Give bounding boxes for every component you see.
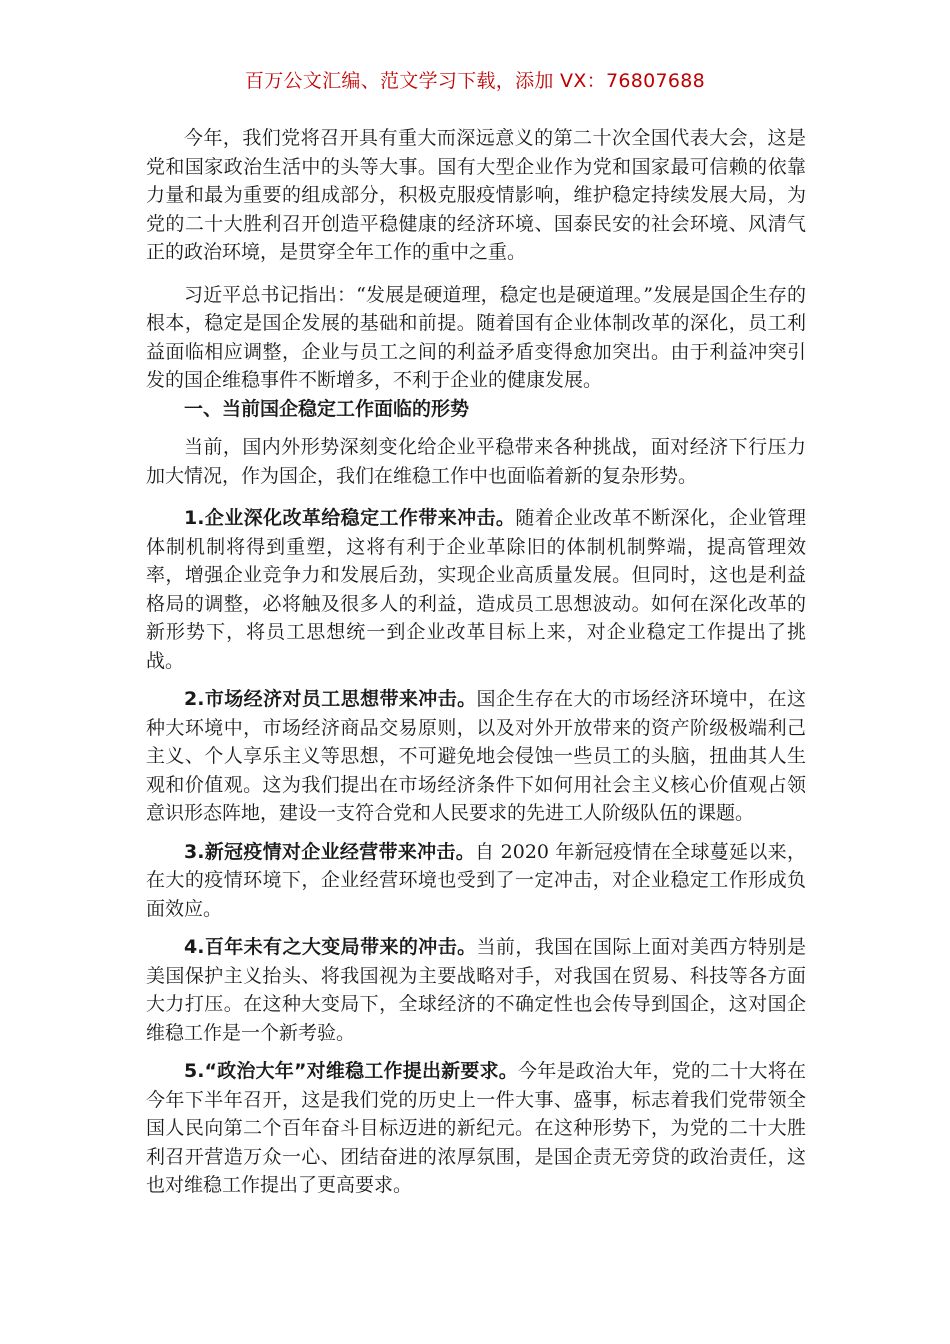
list-item-body: 当前，我国在国际上面对美西方特别是美国保护主义抬头、将我国视为主要战略对手，对我国在贸易、科技等各方面大力打压。在这种大变局下，全球经济的不确定性也会传导到国企，这对国企维稳工作是一个新考验。 <box>146 936 806 1044</box>
list-item-4 <box>146 933 806 1047</box>
paragraph-intro: 今年，我们党将召开具有重大而深远意义的第二十次全国代表大会，这是党和国家政治生活中的头等大事。国有大型企业作为党和国家最可信赖的依靠力量和最为重要的组成部分，积极克服疫情影响，维护稳定持续发展大局，为党的二十大胜利召开创造平稳健康的经济环境、国泰民安的社会环境、风清气正的政治环境，是贯穿全年工作的重中之重。 <box>146 127 806 263</box>
document-body <box>146 124 806 1200</box>
page-header-watermark: 百万公文汇编、范文学习下载，添加 VX：76807688 <box>244 70 706 92</box>
list-item-5 <box>146 1057 806 1200</box>
list-item-body: 国企生存在大的市场经济环境中，在这种大环境中，市场经济商品交易原则，以及对外开放带来的资产阶级极端利己主义、个人享乐主义等思想，不可避免地会侵蚀一些员工的头脑，扭曲其人生观和价值观。这为我们提出在市场经济条件下如何用社会主义核心价值观占领意识形态阵地，建设一支符合党和人民要求的先进工人阶级队伍的课题。 <box>146 688 806 824</box>
list-item-lead: 4.百年未有之大变局带来的冲击。 <box>184 936 477 958</box>
list-item-lead: 2.市场经济对员工思想带来冲击。 <box>184 688 477 710</box>
list-item-body: 今年是政治大年，党的二十大将在今年下半年召开，这是我们党的历史上一件大事、盛事，标志着我们党带领全国人民向第二个百年奋斗目标迈进的新纪元。在这种形势下，为党的二十大胜利召开营造万众一心、团结奋进的浓厚氛围，是国企责无旁贷的政治责任，这也对维稳工作提出了更高要求。 <box>146 1060 806 1196</box>
paragraph-quote: 习近平总书记指出：“发展是硬道理，稳定也是硬道理。”发展是国企生存的根本，稳定是国企发展的基础和前提。随着国有企业体制改革的深化，员工利益面临相应调整，企业与员工之间的利益矛盾变得愈加突出。由于利益冲突引发的国企维稳事件不断增多，不利于企业的健康发展。 <box>146 283 806 391</box>
list-item-lead: 3.新冠疫情对企业经营带来冲击。 <box>184 840 475 863</box>
section-heading: 一、当前国企稳定工作面临的形势 <box>184 397 470 420</box>
paragraph-situation: 当前，国内外形势深刻变化给企业平稳带来各种挑战，面对经济下行压力加大情况，作为国企，我们在维稳工作中也面临着新的复杂形势。 <box>146 436 806 487</box>
list-item-1 <box>146 504 806 675</box>
list-item-2 <box>146 685 806 828</box>
list-item-body: 随着企业改革不断深化，企业管理体制机制将得到重塑，这将有利于企业革除旧的体制机制弊端，提高管理效率，增强企业竞争力和发展后劲，实现企业高质量发展。但同时，这也是利益格局的调整，必将触及很多人的利益，造成员工思想波动。如何在深化改革的新形势下，将员工思想统一到企业改革目标上来，对企业稳定工作提出了挑战。 <box>146 507 806 672</box>
list-item-lead: 1.企业深化改革给稳定工作带来冲击。 <box>184 507 516 529</box>
list-item-body: 自 2020 年新冠疫情在全球蔓延以来，在大的疫情环境下，企业经营环境也受到了一定冲击，对企业稳定工作形成负面效应。 <box>146 840 806 920</box>
list-item-3 <box>146 838 806 924</box>
list-item-lead: 5.“政治大年”对维稳工作提出新要求。 <box>184 1060 519 1082</box>
